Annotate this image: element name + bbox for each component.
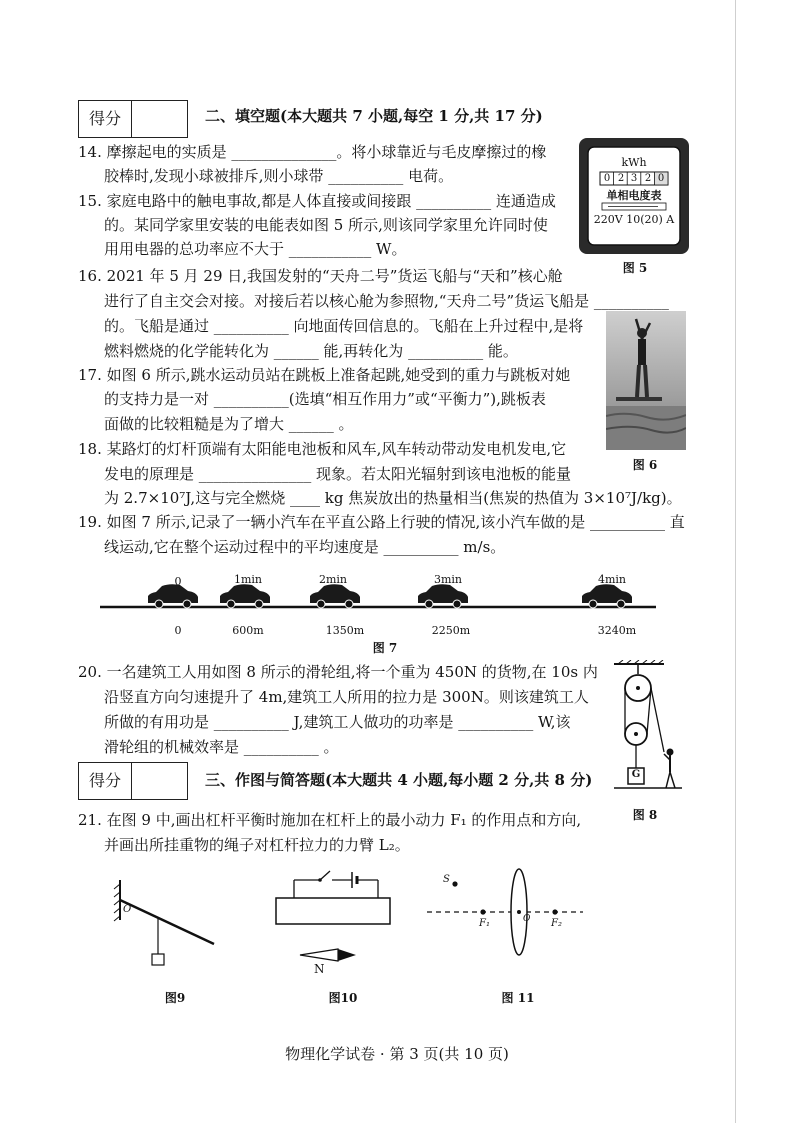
q20-line3: 所做的有用功是 __________ J,建筑工人做功的功率是 __________ W,该 <box>104 713 571 731</box>
time-label-0: 0 <box>174 575 182 588</box>
page-footer: 物理化学试卷 · 第 3 页(共 10 页) <box>285 1045 509 1063</box>
distance-label-1350m: 1350m <box>325 624 365 637</box>
q16-line1: 16. 2021 年 5 月 29 日,我国发射的“天舟二号”货运飞船与“天和”核心舱 <box>78 267 563 285</box>
score-label: 得分 <box>79 101 132 137</box>
score-box-section2 <box>78 100 188 138</box>
meter-digit-2: 2 <box>617 173 625 184</box>
distance-label-3240m: 3240m <box>597 624 637 637</box>
meter-digit-4: 2 <box>644 173 652 184</box>
figure-10-caption: 图10 <box>328 991 358 1005</box>
section3-title: 三、作图与简答题(本大题共 4 小题,每小题 2 分,共 8 分) <box>205 771 593 789</box>
figure-9-lever <box>110 878 220 973</box>
figure-11-convex-lens <box>425 868 585 968</box>
car-2 <box>310 584 360 608</box>
distance-label-600m: 600m <box>232 624 264 637</box>
q19-line1: 19. 如图 7 所示,记录了一辆小汽车在平直公路上行驶的情况,该小汽车做的是 __________ 直 <box>78 513 685 531</box>
car-3 <box>418 584 468 608</box>
q17-line2: 的支持力是一对 __________(选填“相互作用力”或“平衡力”),跳板表 <box>104 390 546 408</box>
figure-8-caption: 图 8 <box>632 808 658 822</box>
time-label-3min: 3min <box>433 573 463 586</box>
q18-line1: 18. 某路灯的灯杆顶端有太阳能电池板和风车,风车转动带动发电机发电,它 <box>78 440 567 458</box>
meter-digit-5: 0 <box>657 173 665 184</box>
page-edge-line <box>735 0 736 1123</box>
distance-label-2250m: 2250m <box>431 624 471 637</box>
q21-line1: 21. 在图 9 中,画出杠杆平衡时施加在杠杆上的最小动力 F₁ 的作用点和方向, <box>78 811 582 829</box>
time-label-2min: 2min <box>318 573 348 586</box>
pivot-label: O <box>123 904 132 915</box>
q21-line2: 并画出所挂重物的绳子对杠杆拉力的力臂 L₂。 <box>104 836 410 854</box>
load-label: G <box>631 769 641 780</box>
q15-line2: 的。某同学家里安装的电能表如图 5 所示,则该同学家里允许同时使 <box>104 216 548 234</box>
meter-unit: kWh <box>621 156 647 169</box>
figure-6-diver-photo <box>606 311 686 450</box>
section2-title: 二、填空题(本大题共 7 小题,每空 1 分,共 17 分) <box>205 107 543 125</box>
meter-digit-3: 3 <box>630 173 638 184</box>
score-label: 得分 <box>79 763 132 799</box>
figure-11-caption: 图 11 <box>501 991 535 1005</box>
focus2-label: F₂ <box>551 918 562 929</box>
q15-line3: 用用电器的总功率应不大于 ___________ W。 <box>104 240 407 258</box>
needle-label: N <box>314 962 325 976</box>
time-label-1min: 1min <box>233 573 263 586</box>
q16-line3: 的。飞船是通过 __________ 向地面传回信息的。飞船在上升过程中,是将 <box>104 317 584 335</box>
q17-line3: 面做的比较粗糙是为了增大 ______ 。 <box>104 415 354 433</box>
figure-5-caption: 图 5 <box>622 261 648 275</box>
q15-line1: 15. 家庭电路中的触电事故,都是人体直接或间接跟 __________ 连通造成 <box>78 192 556 210</box>
q17-line1: 17. 如图 6 所示,跳水运动员站在跳板上准备起跳,她受到的重力与跳板对她 <box>78 366 571 384</box>
figure-7-car-motion <box>100 570 660 640</box>
q16-line2: 进行了自主交会对接。对接后若以核心舱为参照物,“天舟二号”货运飞船是 __________ <box>104 292 669 310</box>
meter-name: 单相电度表 <box>606 189 662 202</box>
figure-9-caption: 图9 <box>164 991 186 1005</box>
focus1-label: F₁ <box>479 918 490 929</box>
figure-5-energy-meter <box>578 137 690 255</box>
q20-line4: 滑轮组的机械效率是 __________ 。 <box>104 738 339 756</box>
q14-line2: 胶棒时,发现小球被排斥,则小球带 __________ 电荷。 <box>104 167 454 185</box>
figure-7-caption: 图 7 <box>372 641 398 655</box>
score-box-section3 <box>78 762 188 800</box>
time-label-4min: 4min <box>597 573 627 586</box>
q14-line1: 14. 摩擦起电的实质是 ______________。将小球靠近与毛皮摩擦过的橡 <box>78 143 547 161</box>
q16-line4: 燃料燃烧的化学能转化为 ______ 能,再转化为 __________ 能。 <box>104 342 518 360</box>
distance-label-0: 0 <box>174 624 182 637</box>
center-label: O <box>523 914 531 924</box>
q20-line2: 沿竖直方向匀速提升了 4m,建筑工人所用的拉力是 300N。则该建筑工人 <box>104 688 589 706</box>
figure-6-caption: 图 6 <box>632 458 658 472</box>
q19-line2: 线运动,它在整个运动过程中的平均速度是 __________ m/s。 <box>104 538 506 556</box>
q18-line3: 为 2.7×10⁷J,这与完全燃烧 ____ kg 焦炭放出的热量相当(焦炭的热值为 3×10⁷J/kg)。 <box>104 489 682 507</box>
figure-10-electromagnet-circuit <box>270 868 400 978</box>
meter-digit-1: 0 <box>603 173 611 184</box>
source-label: S <box>443 874 450 885</box>
figure-8-pulley-system <box>606 660 686 800</box>
q20-line1: 20. 一名建筑工人用如图 8 所示的滑轮组,将一个重为 450N 的货物,在 10s 内 <box>78 663 598 681</box>
meter-spec: 220V 10(20) A <box>593 213 675 226</box>
car-1 <box>220 584 270 608</box>
q18-line2: 发电的原理是 _______________ 现象。若太阳光辐射到该电池板的能量 <box>104 465 572 483</box>
car-4 <box>582 584 632 608</box>
